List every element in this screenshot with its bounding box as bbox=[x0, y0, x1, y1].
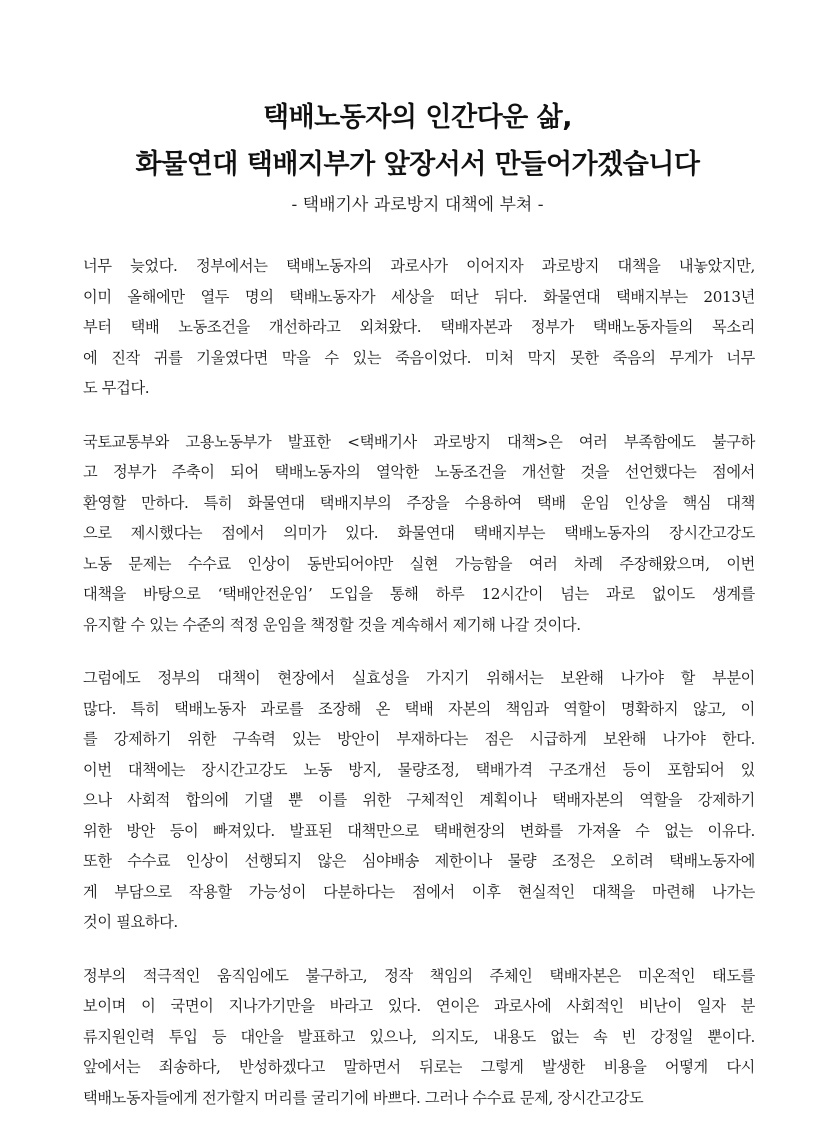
paragraph-line: 보이며 이 국면이 지나가기만을 바라고 있다. 연이은 과로사에 사회적인 비난이 일자 분 bbox=[83, 997, 755, 1015]
paragraph-line: 도 무겁다. bbox=[83, 379, 150, 397]
paragraph-4 bbox=[83, 961, 755, 1114]
paragraph-line: 유지할 수 있는 수준의 적정 운임을 책정할 것을 계속해서 제기해 나갈 것이다. bbox=[83, 615, 581, 634]
paragraph-2 bbox=[83, 427, 755, 641]
paragraph-line: 으로 제시했다는 점에서 의미가 있다. 화물연대 택배지부는 택배노동자의 장시간고강도 bbox=[83, 524, 755, 542]
subtitle: - 택배기사 과로방지 대책에 부쳐 - bbox=[291, 195, 544, 215]
paragraph-line: 앞에서는 죄송하다, 반성하겠다고 말하면서 뒤로는 그렇게 발생한 비용을 어떻게 다시 bbox=[83, 1058, 755, 1076]
paragraph-line: 이번 대책에는 장시간고강도 노동 방지, 물량조정, 택배가격 구조개선 등이 포함되어 있 bbox=[83, 760, 755, 779]
paragraph-line: 게 부담으로 작용할 가능성이 다분하다는 점에서 이후 현실적인 대책을 마련해 나가는 bbox=[83, 882, 755, 901]
title-line-2: 화물연대 택배지부가 앞장서서 만들어가겠습니다 bbox=[135, 149, 700, 180]
paragraph-line: 환영할 만하다. 특히 화물연대 택배지부의 주장을 수용하여 택배 운임 인상을 핵심 대책 bbox=[83, 493, 755, 512]
paragraph-line: 그럼에도 정부의 대책이 현장에서 실효성을 가지기 위해서는 보완해 나가야 할 부분이 bbox=[83, 669, 755, 687]
paragraph-line: 에 진작 귀를 기울였다면 막을 수 있는 죽음이었다. 미처 막지 못한 죽음의 무게가 너무 bbox=[83, 348, 755, 367]
paragraph-line: 를 강제하기 위한 구속력 있는 방안이 부재하다는 점은 시급하게 보완해 나가야 한다. bbox=[83, 730, 755, 748]
paragraph-1 bbox=[83, 251, 755, 404]
paragraph-3 bbox=[83, 663, 755, 938]
paragraph-line: 위한 방안 등이 빠져있다. 발표된 대책만으로 택배현장의 변화를 가져올 수 없는 이유다. bbox=[83, 821, 755, 840]
paragraph-line: 노동 문제는 수수료 인상이 동반되어야만 실현 가능함을 여러 차례 주장해왔으며, 이번 bbox=[83, 554, 755, 573]
paragraph-line: 대책을 바탕으로 ‘택배안전운임’ 도입을 통해 하루 12시간이 넘는 과로 없이도 생계를 bbox=[83, 585, 755, 603]
document-body bbox=[83, 251, 755, 1136]
paragraph-line: 고 정부가 주축이 되어 택배노동자의 열악한 노동조건을 개선할 것을 선언했다는 점에서 bbox=[83, 463, 755, 481]
paragraph-line: 류지원인력 투입 등 대안을 발표하고 있으나, 의지도, 내용도 없는 속 빈 강정일 뿐이다. bbox=[83, 1027, 755, 1046]
paragraph-line: 많다. 특히 택배노동자 과로를 조장해 온 택배 자본의 책임과 역할이 명확하지 않고, 이 bbox=[83, 699, 755, 718]
paragraph-line: 이미 올해에만 열두 명의 택배노동자가 세상을 떠난 뒤다. 화물연대 택배지부는 2013년 bbox=[83, 287, 755, 306]
paragraph-line: 택배노동자들에게 전가할지 머리를 굴리기에 바쁘다. 그러나 수수료 문제, 장시간고강도 bbox=[83, 1088, 644, 1107]
paragraph-line: 으나 사회적 합의에 기댈 뿐 이를 위한 구체적인 계획이나 택배자본의 역할을 강제하기 bbox=[83, 791, 755, 809]
paragraph-line: 부터 택배 노동조건을 개선하라고 외쳐왔다. 택배자본과 정부가 택배노동자들의 목소리 bbox=[83, 318, 755, 336]
paragraph-line: 너무 늦었다. 정부에서는 택배노동자의 과로사가 이어지자 과로방지 대책을 내놓았지만, bbox=[83, 257, 755, 275]
paragraph-line: 또한 수수료 인상이 선행되지 않은 심야배송 제한이나 물량 조정은 오히려 택배노동자에 bbox=[83, 852, 755, 870]
paragraph-line: 국토교통부와 고용노동부가 발표한 <택배기사 과로방지 대책>은 여러 부족함에도 불구하 bbox=[83, 432, 755, 451]
title-line-1: 택배노동자의 인간다운 삶, bbox=[263, 102, 572, 133]
paragraph-line: 것이 필요하다. bbox=[83, 913, 178, 931]
paragraph-line: 정부의 적극적인 움직임에도 불구하고, 정작 책임의 주체인 택배자본은 미온적인 태도를 bbox=[83, 966, 755, 985]
